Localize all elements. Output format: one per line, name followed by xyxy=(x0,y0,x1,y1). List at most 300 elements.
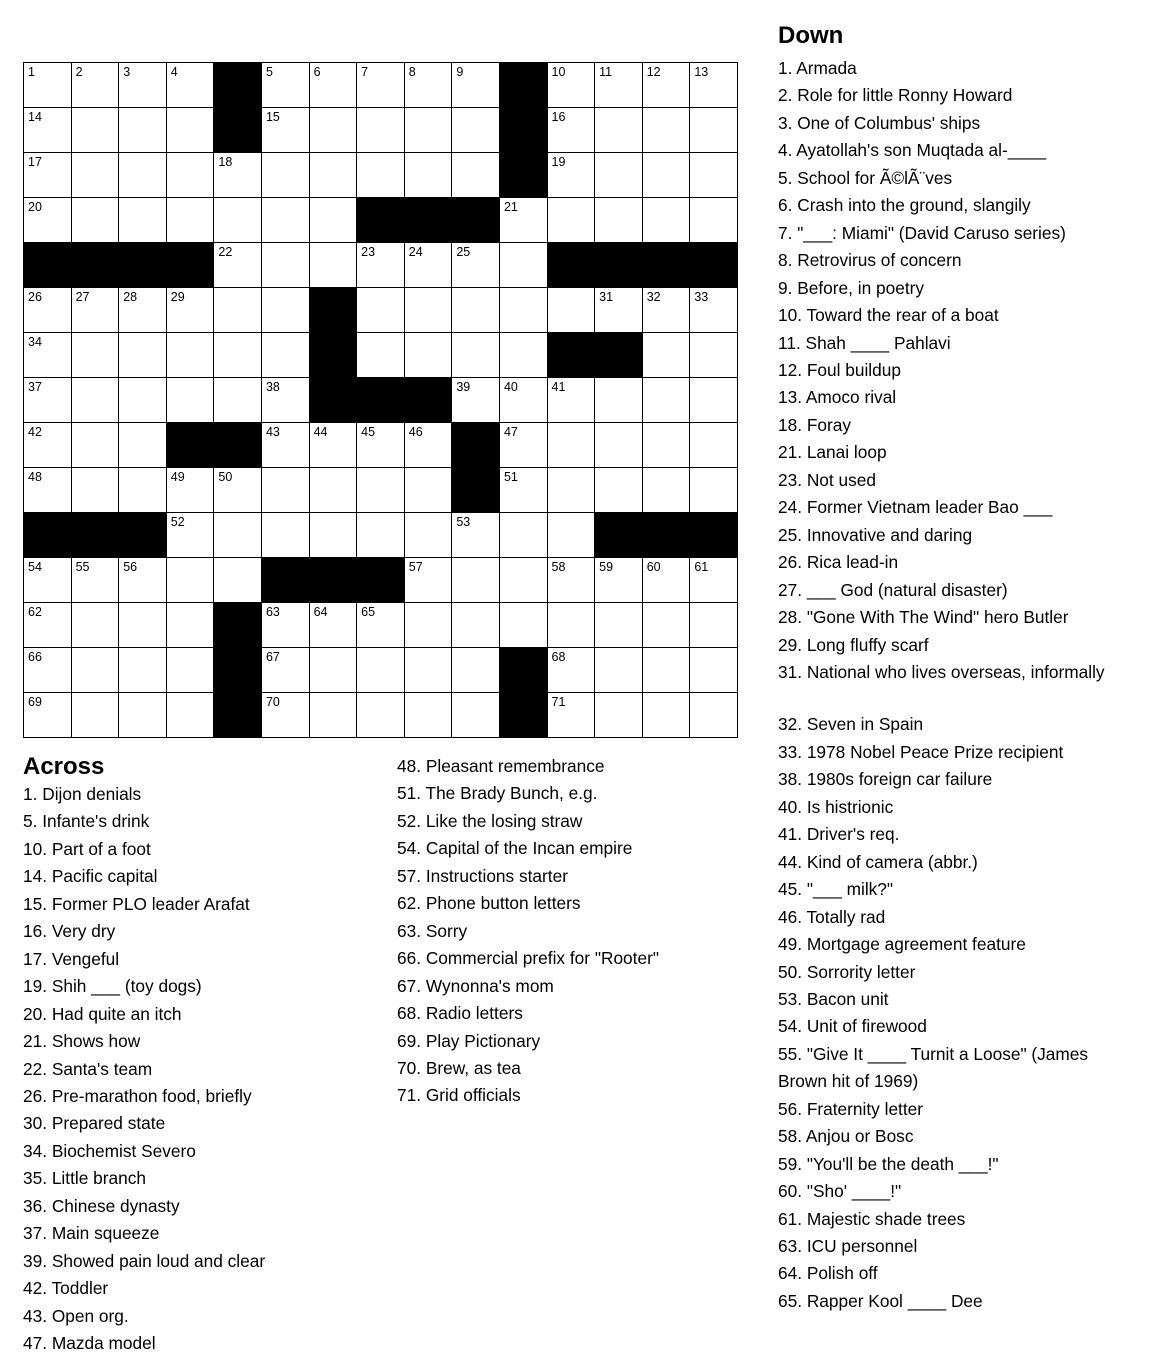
grid-cell[interactable] xyxy=(357,333,405,378)
grid-cell[interactable] xyxy=(214,513,262,558)
grid-cell[interactable] xyxy=(24,378,72,423)
grid-cell[interactable] xyxy=(119,693,167,738)
grid-cell[interactable] xyxy=(119,108,167,153)
grid-cell[interactable] xyxy=(214,243,262,288)
grid-cell[interactable] xyxy=(357,288,405,333)
grid-cell[interactable] xyxy=(167,288,215,333)
grid-cell[interactable] xyxy=(643,288,691,333)
clue-number: 50 xyxy=(218,470,233,484)
black-square xyxy=(262,558,310,603)
clue-number: 67 xyxy=(265,650,280,664)
grid-cell[interactable] xyxy=(405,648,453,693)
grid-cell[interactable] xyxy=(357,603,405,648)
grid-cell[interactable] xyxy=(262,153,310,198)
grid-cell[interactable] xyxy=(548,603,596,648)
down-clue: 7. "___: Miami" (David Caruso series) xyxy=(778,222,1066,243)
grid-cell[interactable] xyxy=(452,243,500,288)
clue-number: 69 xyxy=(28,695,42,709)
clue-number: 58 xyxy=(551,560,566,574)
grid-cell[interactable] xyxy=(452,378,500,423)
grid-cell[interactable] xyxy=(548,558,596,603)
clue-number: 25 xyxy=(456,245,471,259)
grid-cell[interactable] xyxy=(405,558,453,603)
black-square xyxy=(214,108,262,153)
grid-cell[interactable] xyxy=(119,603,167,648)
clue-number: 18 xyxy=(218,155,233,169)
clue-number: 21 xyxy=(503,200,518,214)
clue-number: 11 xyxy=(599,65,613,79)
grid-cell[interactable] xyxy=(690,693,738,738)
grid-cell[interactable] xyxy=(167,693,215,738)
down-clue: 2. Role for little Ronny Howard xyxy=(778,85,1013,106)
grid-cell[interactable] xyxy=(167,333,215,378)
clue-number: 29 xyxy=(170,290,185,304)
clue-number: 63 xyxy=(265,605,280,619)
grid-cell[interactable] xyxy=(119,333,167,378)
grid-cell[interactable] xyxy=(72,648,120,693)
black-square xyxy=(119,513,167,558)
grid-cell[interactable] xyxy=(500,513,548,558)
down-clue: 58. Anjou or Bosc xyxy=(778,1126,914,1147)
grid-cell[interactable] xyxy=(690,198,738,243)
grid-cell[interactable] xyxy=(452,693,500,738)
grid-cell[interactable] xyxy=(72,153,120,198)
grid-cell[interactable] xyxy=(595,153,643,198)
down-clue: 59. "You'll be the death ___!" xyxy=(778,1153,999,1174)
grid-cell[interactable] xyxy=(643,198,691,243)
down-clue: 65. Rapper Kool ____ Dee xyxy=(778,1290,983,1311)
grid-cell[interactable] xyxy=(452,558,500,603)
down-clue: 21. Lanai loop xyxy=(778,442,887,463)
across-clue-list-column-2 xyxy=(397,753,659,1110)
across-clue: 22. Santa's team xyxy=(23,1058,153,1079)
black-square xyxy=(214,693,262,738)
grid-cell[interactable] xyxy=(310,108,358,153)
grid-cell[interactable] xyxy=(548,513,596,558)
grid-cell[interactable] xyxy=(690,333,738,378)
grid-cell[interactable] xyxy=(24,198,72,243)
across-clue: 19. Shih ___ (toy dogs) xyxy=(23,976,202,997)
grid-cell[interactable] xyxy=(405,603,453,648)
clue-number: 38 xyxy=(265,380,280,394)
grid-cell[interactable] xyxy=(548,288,596,333)
grid-cell[interactable] xyxy=(310,513,358,558)
grid-cell[interactable] xyxy=(357,153,405,198)
grid-cell[interactable] xyxy=(310,693,358,738)
grid-cell[interactable] xyxy=(72,288,120,333)
grid-cell[interactable] xyxy=(452,333,500,378)
grid-cell[interactable] xyxy=(310,423,358,468)
grid-cell[interactable] xyxy=(214,288,262,333)
grid-cell[interactable] xyxy=(262,378,310,423)
grid-cell[interactable] xyxy=(119,423,167,468)
black-square xyxy=(500,648,548,693)
clue-number: 66 xyxy=(28,650,42,664)
across-clue: 20. Had quite an itch xyxy=(23,1003,182,1024)
grid-cell[interactable] xyxy=(119,198,167,243)
grid-cell[interactable] xyxy=(500,288,548,333)
grid-cell[interactable] xyxy=(548,648,596,693)
black-square xyxy=(643,513,691,558)
grid-cell[interactable] xyxy=(214,153,262,198)
grid-cell[interactable] xyxy=(500,603,548,648)
grid-cell[interactable] xyxy=(452,513,500,558)
across-clue: 69. Play Pictionary xyxy=(397,1030,541,1051)
clue-number: 15 xyxy=(265,110,280,124)
grid-cell[interactable] xyxy=(452,648,500,693)
black-square xyxy=(167,423,215,468)
grid-cell[interactable] xyxy=(595,288,643,333)
grid-cell[interactable] xyxy=(690,378,738,423)
grid-cell[interactable] xyxy=(214,378,262,423)
grid-cell[interactable] xyxy=(595,693,643,738)
grid-cell[interactable] xyxy=(24,468,72,513)
grid-cell[interactable] xyxy=(167,603,215,648)
down-clue: 28. "Gone With The Wind" hero Butler xyxy=(778,607,1069,628)
grid-cell[interactable] xyxy=(643,648,691,693)
grid-cell[interactable] xyxy=(405,153,453,198)
down-clue: 60. "Sho' ____!" xyxy=(778,1181,902,1202)
grid-cell[interactable] xyxy=(262,198,310,243)
grid-cell[interactable] xyxy=(690,108,738,153)
black-square xyxy=(690,243,738,288)
grid-cell[interactable] xyxy=(643,63,691,108)
grid-cell[interactable] xyxy=(452,603,500,648)
grid-cell[interactable] xyxy=(405,513,453,558)
grid-cell[interactable] xyxy=(310,468,358,513)
down-clue-list xyxy=(778,55,1138,1315)
grid-cell[interactable] xyxy=(405,468,453,513)
black-square xyxy=(595,243,643,288)
grid-cell[interactable] xyxy=(690,558,738,603)
down-clue: 45. "___ milk?" xyxy=(778,879,894,900)
grid-cell[interactable] xyxy=(262,513,310,558)
grid-cell[interactable] xyxy=(24,153,72,198)
clue-number: 2 xyxy=(75,65,83,79)
grid-cell[interactable] xyxy=(357,468,405,513)
grid-cell[interactable] xyxy=(214,468,262,513)
grid-cell[interactable] xyxy=(262,648,310,693)
grid-cell[interactable] xyxy=(500,378,548,423)
clue-number: 31 xyxy=(599,290,614,304)
down-clue: 64. Polish off xyxy=(778,1263,878,1284)
grid-cell[interactable] xyxy=(262,423,310,468)
down-clue: 5. School for Ã©lÃ¨ves xyxy=(778,167,953,188)
grid-cell[interactable] xyxy=(24,648,72,693)
grid-cell[interactable] xyxy=(500,333,548,378)
grid-cell[interactable] xyxy=(500,423,548,468)
grid-cell[interactable] xyxy=(690,288,738,333)
clue-number: 68 xyxy=(551,650,566,664)
grid-cell[interactable] xyxy=(595,468,643,513)
clue-number: 62 xyxy=(28,605,42,619)
down-clue: 40. Is histrionic xyxy=(778,796,894,817)
grid-cell[interactable] xyxy=(262,333,310,378)
grid-cell[interactable] xyxy=(310,648,358,693)
grid-cell[interactable] xyxy=(595,423,643,468)
grid-cell[interactable] xyxy=(548,63,596,108)
black-square xyxy=(500,63,548,108)
grid-cell[interactable] xyxy=(262,468,310,513)
clue-number: 27 xyxy=(75,290,90,304)
grid-cell[interactable] xyxy=(690,648,738,693)
black-square xyxy=(214,648,262,693)
black-square xyxy=(24,243,72,288)
grid-cell[interactable] xyxy=(24,423,72,468)
grid-cell[interactable] xyxy=(310,153,358,198)
grid-cell[interactable] xyxy=(500,198,548,243)
clue-number: 17 xyxy=(28,155,42,169)
grid-cell[interactable] xyxy=(405,288,453,333)
grid-cell[interactable] xyxy=(24,558,72,603)
across-clue: 14. Pacific capital xyxy=(23,866,158,887)
down-clue: 53. Bacon unit xyxy=(778,988,889,1009)
grid-cell[interactable] xyxy=(167,558,215,603)
grid-cell[interactable] xyxy=(310,63,358,108)
clue-number: 41 xyxy=(551,380,566,394)
across-clue: 71. Grid officials xyxy=(397,1085,521,1106)
grid-cell[interactable] xyxy=(405,693,453,738)
clue-number: 57 xyxy=(408,560,423,574)
down-clue: 50. Sorrority letter xyxy=(778,961,916,982)
grid-cell[interactable] xyxy=(119,153,167,198)
grid-cell[interactable] xyxy=(24,693,72,738)
grid-cell[interactable] xyxy=(72,558,120,603)
grid-cell[interactable] xyxy=(72,603,120,648)
clue-number: 8 xyxy=(408,65,416,79)
down-clue: 61. Majestic shade trees xyxy=(778,1208,966,1229)
clue-number: 9 xyxy=(456,65,464,79)
grid-cell[interactable] xyxy=(119,378,167,423)
grid-cell[interactable] xyxy=(548,198,596,243)
grid-cell[interactable] xyxy=(548,108,596,153)
grid-cell[interactable] xyxy=(119,648,167,693)
clue-number: 13 xyxy=(694,65,709,79)
clue-number: 39 xyxy=(456,380,471,394)
clue-number: 53 xyxy=(456,515,471,529)
clue-number: 70 xyxy=(265,695,280,709)
grid-cell[interactable] xyxy=(452,63,500,108)
grid-cell[interactable] xyxy=(357,648,405,693)
across-clue: 30. Prepared state xyxy=(23,1113,166,1134)
grid-cell[interactable] xyxy=(72,198,120,243)
grid-cell[interactable] xyxy=(643,603,691,648)
grid-cell[interactable] xyxy=(643,468,691,513)
grid-cell[interactable] xyxy=(548,423,596,468)
grid-cell[interactable] xyxy=(405,333,453,378)
grid-cell[interactable] xyxy=(548,468,596,513)
clue-number: 22 xyxy=(218,245,233,259)
clue-number: 64 xyxy=(313,605,328,619)
grid-cell[interactable] xyxy=(262,63,310,108)
clue-number: 16 xyxy=(551,110,566,124)
grid-cell[interactable] xyxy=(310,603,358,648)
across-clue: 42. Toddler xyxy=(23,1278,109,1299)
black-square xyxy=(500,153,548,198)
grid-cell[interactable] xyxy=(500,468,548,513)
clue-number: 54 xyxy=(28,560,42,574)
across-clue: 57. Instructions starter xyxy=(397,865,568,886)
clue-number: 42 xyxy=(28,425,42,439)
grid-cell[interactable] xyxy=(548,153,596,198)
clue-number: 32 xyxy=(646,290,661,304)
grid-cell[interactable] xyxy=(167,648,215,693)
grid-cell[interactable] xyxy=(119,288,167,333)
grid-cell[interactable] xyxy=(167,153,215,198)
grid-cell[interactable] xyxy=(262,603,310,648)
grid-cell[interactable] xyxy=(357,513,405,558)
grid-cell[interactable] xyxy=(167,468,215,513)
clue-number: 24 xyxy=(408,245,423,259)
across-clue: 54. Capital of the Incan empire xyxy=(397,838,633,859)
down-clue: 31. National who lives overseas, informally xyxy=(778,661,1105,682)
across-clue: 48. Pleasant remembrance xyxy=(397,756,605,776)
grid-cell[interactable] xyxy=(262,288,310,333)
black-square xyxy=(500,108,548,153)
black-square xyxy=(548,333,596,378)
grid-cell[interactable] xyxy=(72,378,120,423)
grid-cell[interactable] xyxy=(167,108,215,153)
grid-cell[interactable] xyxy=(24,603,72,648)
grid-cell[interactable] xyxy=(405,63,453,108)
grid-cell[interactable] xyxy=(595,63,643,108)
grid-cell[interactable] xyxy=(262,108,310,153)
across-clue-list-column-1 xyxy=(23,781,265,1358)
grid-cell[interactable] xyxy=(72,693,120,738)
grid-cell[interactable] xyxy=(595,378,643,423)
grid-cell[interactable] xyxy=(405,108,453,153)
clue-number: 51 xyxy=(503,470,518,484)
clue-number: 37 xyxy=(28,380,42,394)
grid-cell[interactable] xyxy=(595,648,643,693)
grid-cell[interactable] xyxy=(643,333,691,378)
down-clue: 49. Mortgage agreement feature xyxy=(778,934,1026,955)
black-square xyxy=(214,63,262,108)
grid-cell[interactable] xyxy=(595,108,643,153)
grid-cell[interactable] xyxy=(452,108,500,153)
grid-cell[interactable] xyxy=(357,108,405,153)
across-clue: 37. Main squeeze xyxy=(23,1223,160,1244)
down-clue: 9. Before, in poetry xyxy=(778,277,925,298)
grid-cell[interactable] xyxy=(643,693,691,738)
across-clue: 63. Sorry xyxy=(397,920,468,941)
black-square xyxy=(595,513,643,558)
grid-cell[interactable] xyxy=(72,63,120,108)
grid-cell[interactable] xyxy=(643,108,691,153)
grid-cell[interactable] xyxy=(24,63,72,108)
grid-cell[interactable] xyxy=(357,63,405,108)
grid-cell[interactable] xyxy=(119,558,167,603)
grid-cell[interactable] xyxy=(452,153,500,198)
grid-cell[interactable] xyxy=(643,423,691,468)
grid-cell[interactable] xyxy=(72,468,120,513)
clue-number: 49 xyxy=(170,470,185,484)
grid-cell[interactable] xyxy=(24,108,72,153)
black-square xyxy=(72,513,120,558)
grid-cell[interactable] xyxy=(167,513,215,558)
clue-number: 20 xyxy=(28,200,42,214)
across-clue: 62. Phone button letters xyxy=(397,893,581,914)
grid-cell[interactable] xyxy=(167,378,215,423)
grid-cell[interactable] xyxy=(24,333,72,378)
grid-cell[interactable] xyxy=(405,423,453,468)
across-clue: 67. Wynonna's mom xyxy=(397,975,554,996)
across-heading: Across xyxy=(23,753,105,780)
grid-cell[interactable] xyxy=(119,63,167,108)
grid-cell[interactable] xyxy=(548,693,596,738)
down-clue: 41. Driver's req. xyxy=(778,824,900,845)
grid-cell[interactable] xyxy=(643,378,691,423)
grid-cell[interactable] xyxy=(357,423,405,468)
grid-cell[interactable] xyxy=(643,153,691,198)
down-clue: 32. Seven in Spain xyxy=(778,714,924,735)
grid-cell[interactable] xyxy=(405,243,453,288)
grid-cell[interactable] xyxy=(690,603,738,648)
grid-cell[interactable] xyxy=(500,243,548,288)
across-clue: 17. Vengeful xyxy=(23,948,120,969)
black-square xyxy=(214,423,262,468)
grid-cell[interactable] xyxy=(262,243,310,288)
grid-cell[interactable] xyxy=(72,108,120,153)
grid-cell[interactable] xyxy=(595,198,643,243)
grid-cell[interactable] xyxy=(690,423,738,468)
across-clue: 35. Little branch xyxy=(23,1168,146,1189)
across-clue: 26. Pre-marathon food, briefly xyxy=(23,1085,252,1106)
grid-cell[interactable] xyxy=(500,558,548,603)
grid-cell[interactable] xyxy=(643,558,691,603)
clue-number: 46 xyxy=(408,425,423,439)
grid-cell[interactable] xyxy=(72,423,120,468)
grid-cell[interactable] xyxy=(24,288,72,333)
clue-number: 7 xyxy=(361,65,369,79)
grid-cell[interactable] xyxy=(310,198,358,243)
grid-cell[interactable] xyxy=(357,693,405,738)
grid-cell[interactable] xyxy=(690,468,738,513)
grid-cell[interactable] xyxy=(357,243,405,288)
grid-cell[interactable] xyxy=(548,378,596,423)
grid-cell[interactable] xyxy=(310,243,358,288)
grid-cell[interactable] xyxy=(72,333,120,378)
grid-cell[interactable] xyxy=(214,333,262,378)
clue-number: 40 xyxy=(503,380,518,394)
grid-cell[interactable] xyxy=(595,558,643,603)
black-square xyxy=(24,513,72,558)
grid-cell[interactable] xyxy=(214,198,262,243)
grid-cell[interactable] xyxy=(119,468,167,513)
grid-cell[interactable] xyxy=(167,63,215,108)
grid-cell[interactable] xyxy=(595,603,643,648)
grid-cell[interactable] xyxy=(262,693,310,738)
grid-cell[interactable] xyxy=(452,288,500,333)
black-square xyxy=(310,558,358,603)
clue-number: 6 xyxy=(313,65,321,79)
grid-cell[interactable] xyxy=(167,198,215,243)
clue-number: 44 xyxy=(313,425,328,439)
clue-number: 61 xyxy=(694,560,709,574)
grid-cell[interactable] xyxy=(690,63,738,108)
down-clue: 3. One of Columbus' ships xyxy=(778,112,981,133)
grid-cell[interactable] xyxy=(690,153,738,198)
clue-number: 23 xyxy=(361,245,376,259)
clue-number: 48 xyxy=(28,470,42,484)
across-clue: 39. Showed pain loud and clear xyxy=(23,1250,266,1271)
clue-number: 71 xyxy=(551,695,566,709)
grid-cell[interactable] xyxy=(214,558,262,603)
black-square xyxy=(310,378,358,423)
clue-number: 59 xyxy=(599,560,614,574)
black-square xyxy=(167,243,215,288)
clue-number: 10 xyxy=(551,65,566,79)
